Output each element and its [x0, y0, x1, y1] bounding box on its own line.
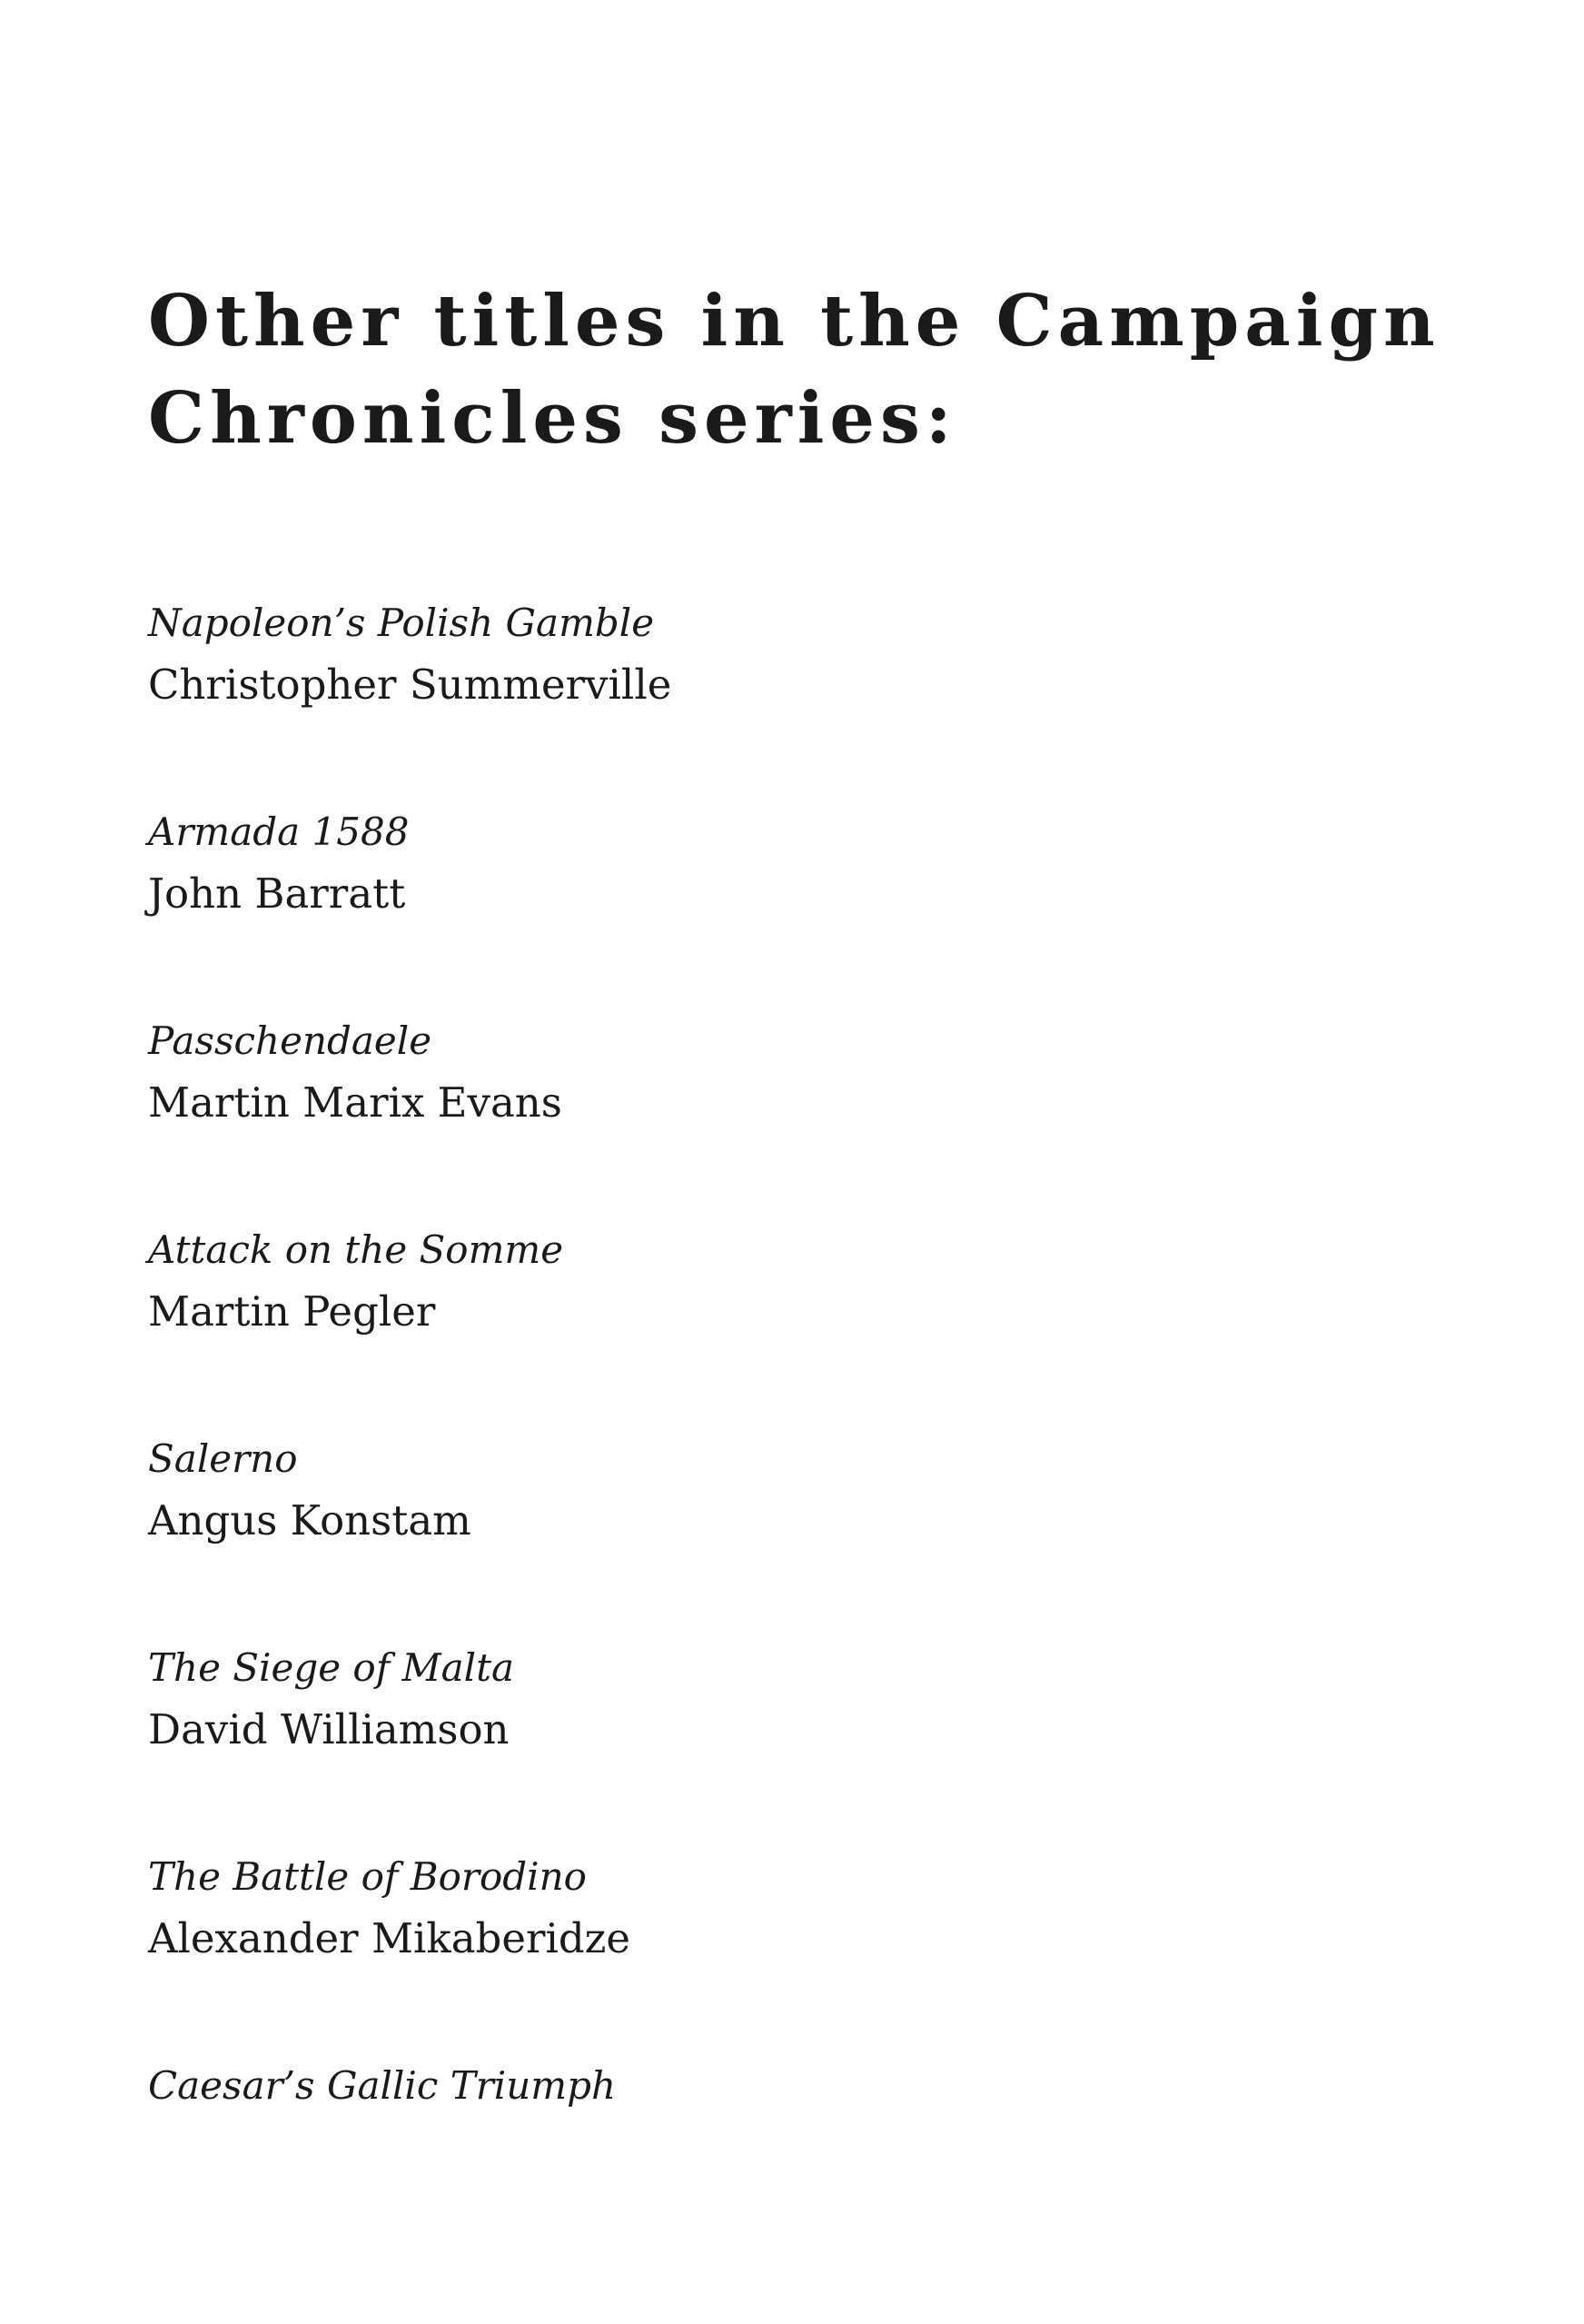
book-author: John Barratt	[148, 869, 406, 918]
book-title: The Siege of Malta	[148, 1645, 514, 1690]
book-entry	[148, 1018, 1329, 1127]
book-title: Caesar’s Gallic Triumph	[148, 2063, 617, 2108]
book-title: Napoleon’s Polish Gamble	[148, 601, 655, 645]
book-author: Angus Konstam	[148, 1496, 471, 1544]
book-author: Alexander Mikaberidze	[148, 1914, 631, 1962]
book-entry	[148, 809, 1329, 918]
book-title: Attack on the Somme	[148, 1227, 564, 1272]
book-author: Martin Pegler	[148, 1287, 436, 1336]
page-title: Other titles in the Campaign Chronicles series:	[148, 280, 1440, 460]
book-entry	[148, 1644, 1329, 1753]
book-entry	[148, 1227, 1329, 1336]
book-title: Armada 1588	[148, 809, 410, 854]
book-entry	[148, 2062, 1329, 2124]
book-entry	[148, 600, 1329, 709]
book-author: David Williamson	[148, 1705, 510, 1753]
book-title: Salerno	[148, 1436, 298, 1481]
book-title: The Battle of Borodino	[148, 1854, 587, 1899]
book-author: Christopher Summerville	[148, 660, 672, 709]
book-entry	[148, 1435, 1329, 1544]
book-author: Martin Marix Evans	[148, 1078, 562, 1127]
book-title: Passchendaele	[148, 1018, 432, 1063]
book-entry	[148, 1853, 1329, 1962]
